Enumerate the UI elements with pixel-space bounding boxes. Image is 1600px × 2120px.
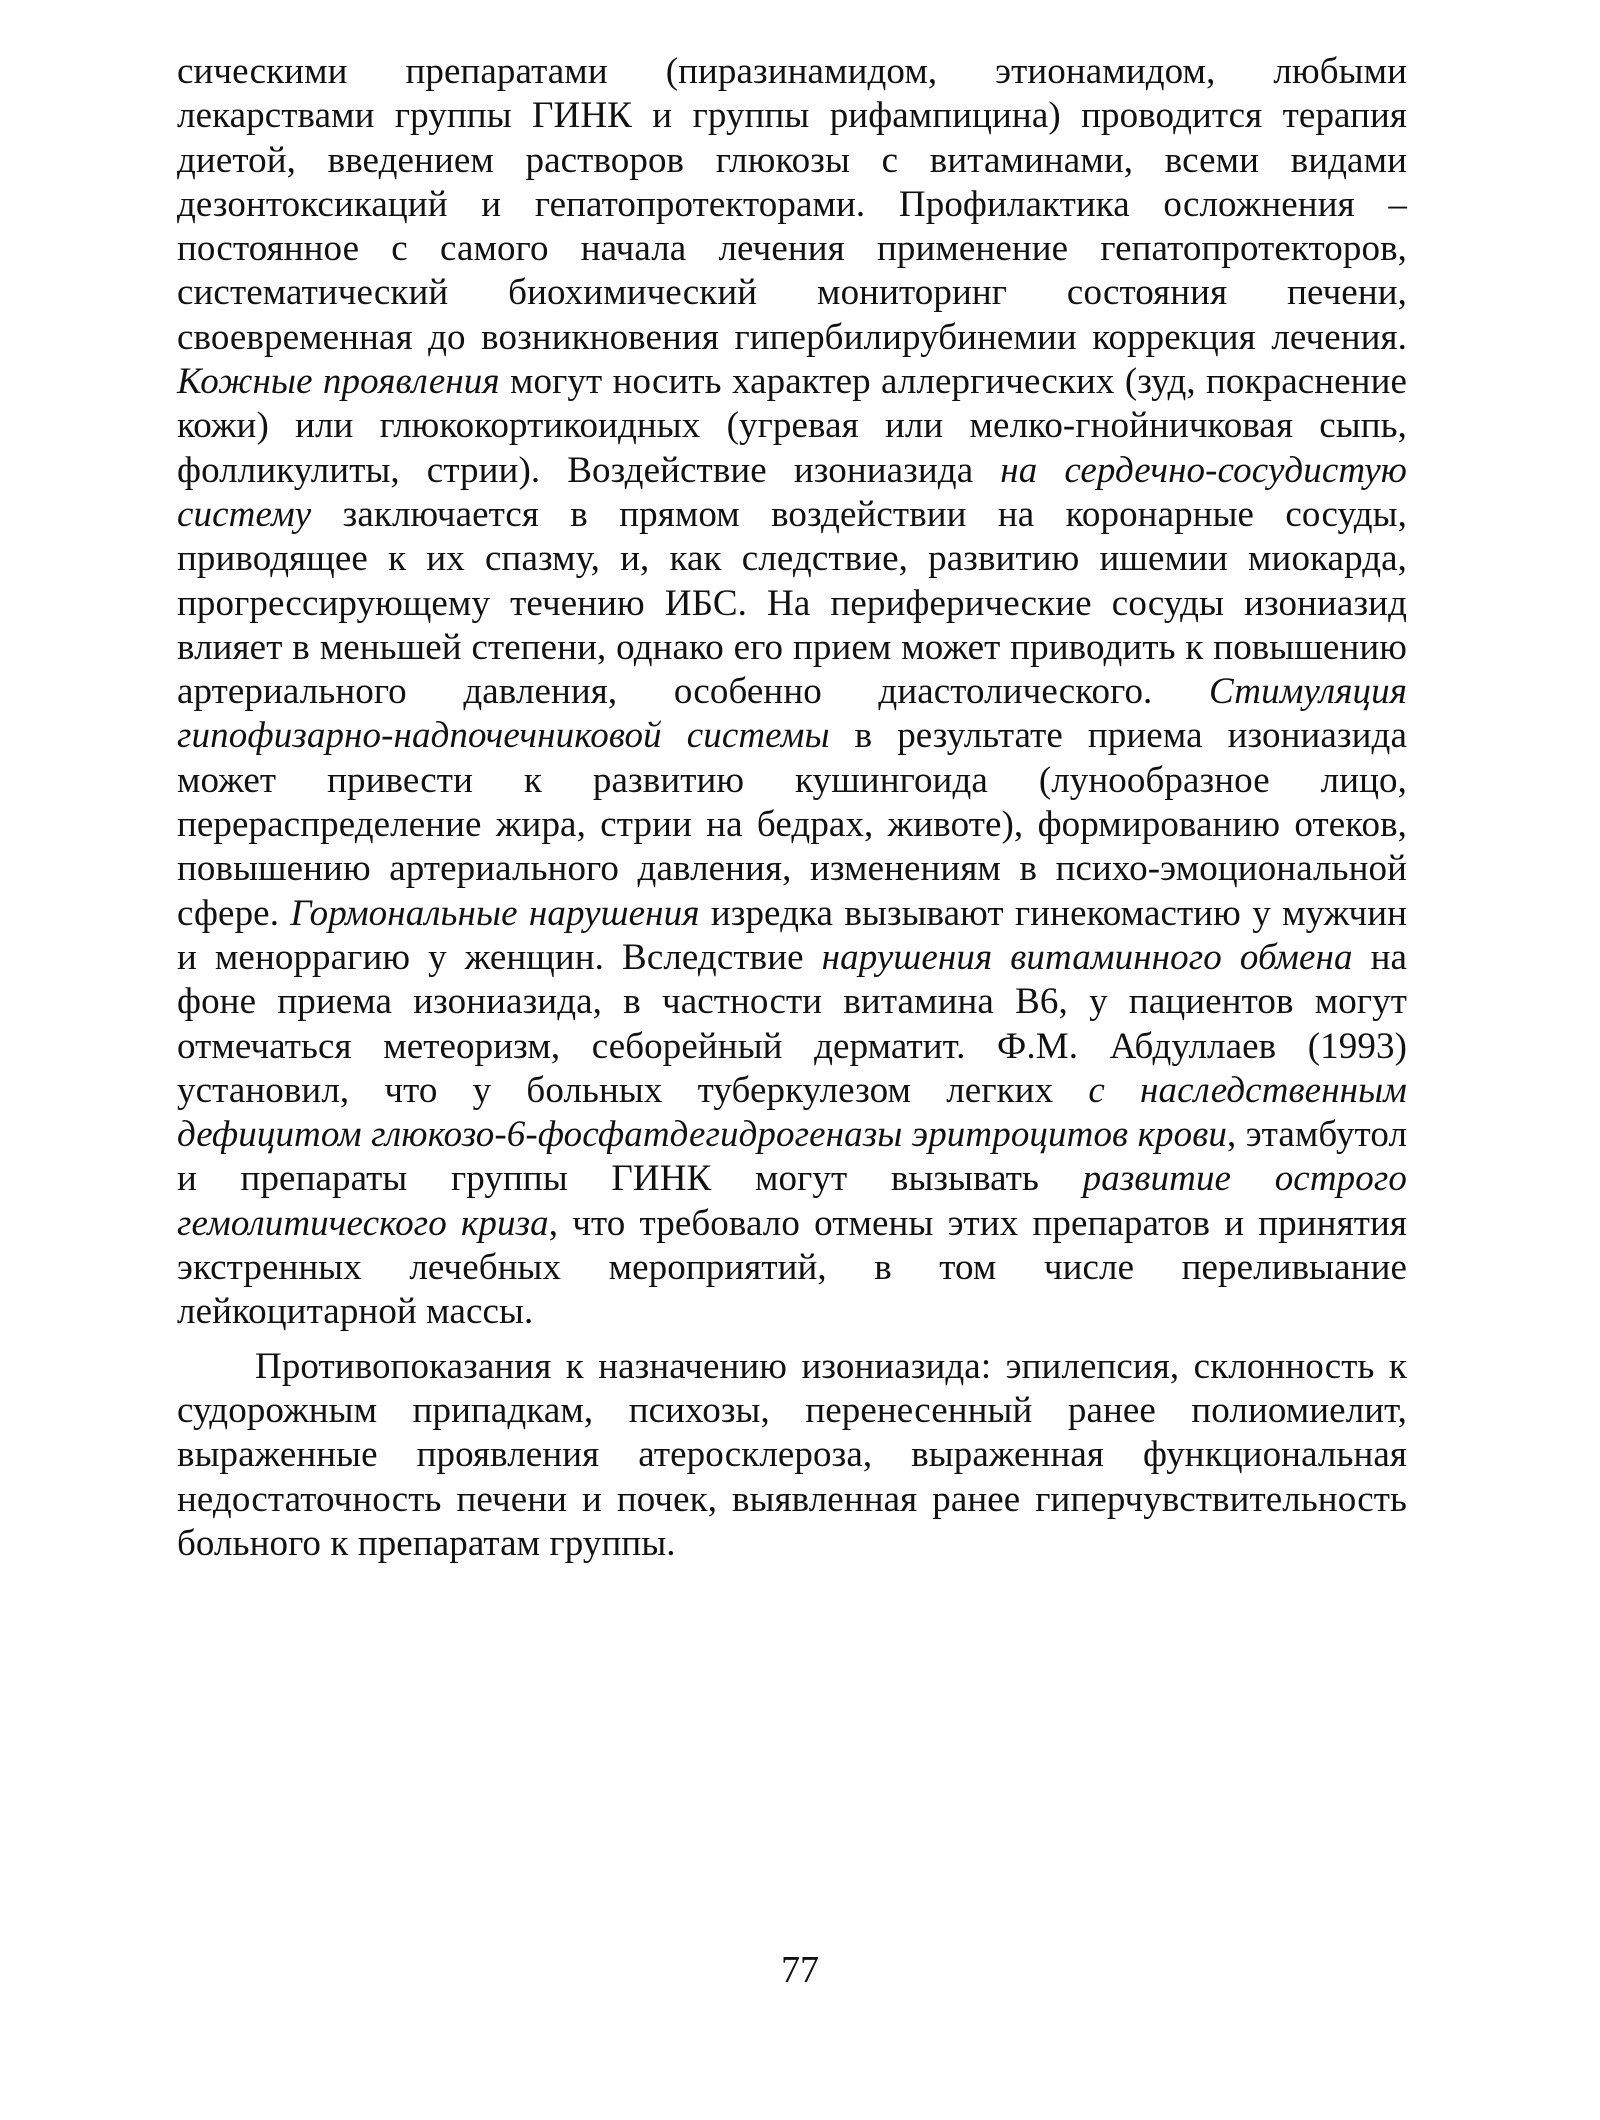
- italic-term: с наследственным дефицитом глюкозо-6-фосфатдегидрогеназы эритроцитов крови: [177, 1069, 1407, 1156]
- text-segment: могут носить характер аллергических (зуд, покраснение кожи) или глюкокортикоидных (угревая или мелко-гнойничковая сыпь, фолликулиты, стрии). Воздействие изониазида: [177, 361, 1407, 491]
- text-segment: Противопоказания к назначению изониазида: эпилепсия, склонность к судорожным припадкам, психозы, перенесенный ранее полиомиелит, выраженные проявления атеросклероза, выраженная функциональная недостаточность печени и почек, выявленная ранее гиперчувствительность больного к препаратам группы.: [177, 1345, 1407, 1564]
- page-number: 77: [781, 1949, 819, 1991]
- italic-term: нарушения витаминного обмена: [821, 936, 1353, 978]
- text-segment: сическими препаратами (пиразинамидом, этионамидом, любыми лекарствами группы ГИНК и группы рифампицина) проводится терапия диетой, введением растворов глюкозы с витаминами, всеми видами дезонтоксикаций и гепатопротекторами. Профилактика осложнения – постоянное с самого начала лечения применение гепатопротекторов, систематический биохимический мониторинг состояния печени, своевременная до возникновения гипербилирубинемии коррекция лечения.: [177, 51, 1407, 358]
- paragraph-1: [177, 50, 1407, 1335]
- text-segment: изредка вызывают гинекомастию у мужчин и меноррагию у женщин. Вследствие: [177, 892, 1407, 978]
- italic-term: развитие острого гемолитического криза: [177, 1158, 1407, 1244]
- italic-term: на сердечно-сосудистую систему: [177, 449, 1407, 535]
- text-segment: заключается в прямом воздействии на коронарные сосуды, приводящее к их спазму, и, как следствие, развитию ишемии миокарда, прогрессирующему течению ИБС. На периферические сосуды изониазид влияет в меньшей степени, однако его прием может приводить к повышению артериального давления, особенно диастолического.: [177, 493, 1407, 713]
- text-segment: в результате приема изониазида может привести к развитию кушингоида (лунообразное лицо, перераспределение жира, стрии на бедрах, животе), формированию отеков, повышению артериального давления, изменениям в психо-эмоциональной сфере.: [177, 715, 1407, 934]
- italic-term: Кожные проявления: [177, 361, 500, 403]
- text-segment: , что требовало отмены этих препаратов и принятия экстренных лечебных мероприятий, в том числе переливыание лейкоцитарной массы.: [177, 1202, 1407, 1333]
- text-segment: , этамбутол и препараты группы ГИНК могут вызывать: [177, 1114, 1408, 1200]
- document-body: [177, 50, 1407, 1566]
- italic-term: Гормональные нарушения: [290, 892, 700, 934]
- paragraph-2: [177, 1345, 1407, 1566]
- text-segment: на фоне приема изониазида, в частности витамина В6, у пациентов могут отмечаться метеоризм, себорейный дерматит. Ф.М. Абдуллаев (1993) установил, что у больных туберкулезом легких: [177, 936, 1407, 1111]
- italic-term: Стимуляция гипофизарно-надпочечниковой системы: [177, 671, 1407, 757]
